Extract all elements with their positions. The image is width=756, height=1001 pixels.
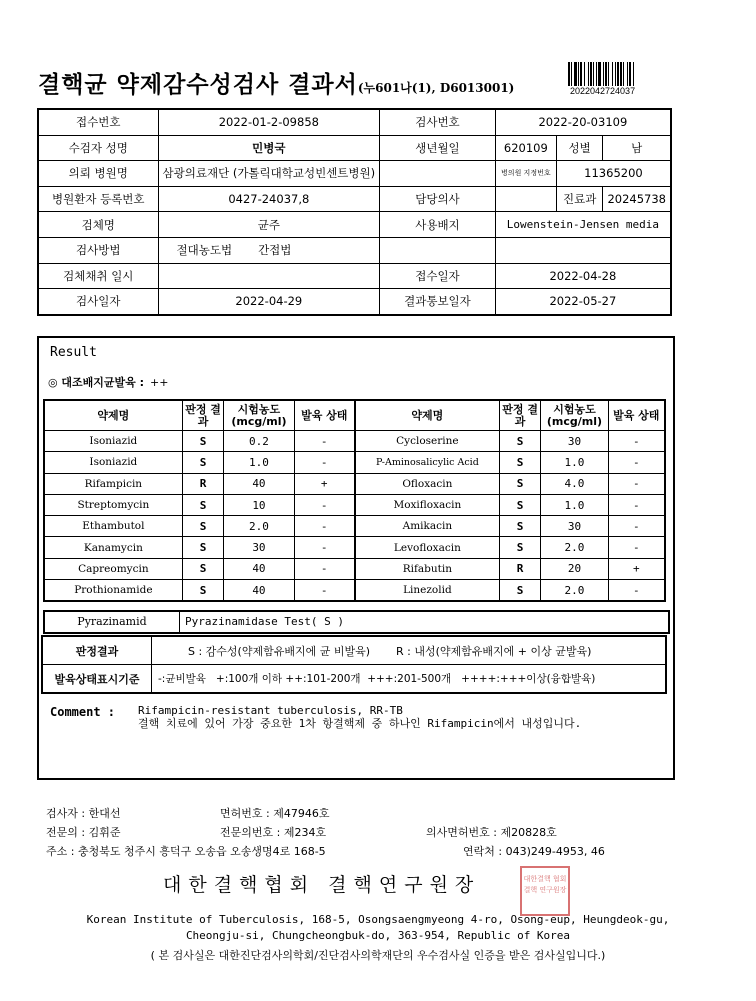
drug-name: Linezolid <box>355 580 499 602</box>
col-header: 발육 상태 <box>294 400 355 431</box>
legend-row <box>42 665 666 694</box>
growth: + <box>294 473 355 494</box>
specialist-no: 전문의번호 : 제234호 <box>220 826 327 839</box>
label-doctor: 담당의사 <box>380 186 496 212</box>
growth: - <box>608 537 665 558</box>
judgement-label: 판정결과 <box>42 636 152 665</box>
col-header: 약제명 <box>44 400 182 431</box>
growth-std-label: 발육상태표시기준 <box>42 665 152 694</box>
table-row <box>44 580 665 602</box>
growth: - <box>608 452 665 473</box>
table-row <box>44 431 665 452</box>
table-row <box>44 494 665 515</box>
concentration: 30 <box>541 516 608 537</box>
sex: 남 <box>603 135 671 161</box>
concentration: 30 <box>224 537 294 558</box>
header-row <box>38 212 671 238</box>
drug-name: Capreomycin <box>44 558 182 579</box>
concentration: 40 <box>224 580 294 602</box>
english-address: Korean Institute of Tuberculosis, 168-5, Osongsaengmyeong 4-ro, Osong-eup, Heungdeok-gu, Cheongju-si, Chungcheongbuk-do, 363-954, Republic of Korea <box>86 913 670 942</box>
pyrazinamid-label: Pyrazinamid <box>45 612 180 632</box>
hospital-code: 11365200 <box>556 161 671 187</box>
certification-note: ( 본 검사실은 대한진단검사의학회/진단검사의학재단의 우수검사실 인증을 받은 검사실입니다.) <box>150 949 606 962</box>
drug-name: Isoniazid <box>44 431 182 452</box>
concentration: 2.0 <box>541 580 608 602</box>
inspector: 검사자 : 한대선 <box>46 807 121 820</box>
judgement: S <box>499 537 541 558</box>
growth: + <box>608 558 665 579</box>
control-growth: ◎ 대조배지균발육 : ++ <box>48 376 169 389</box>
judgement: R <box>182 473 224 494</box>
birthdate: 620109 <box>495 135 556 161</box>
label-test-date: 검사일자 <box>38 289 158 315</box>
growth: - <box>608 494 665 515</box>
title-code: (누601나(1), D6013001) <box>357 81 515 95</box>
label-patient-reg-no: 병원환자 등록번호 <box>38 186 158 212</box>
test-no: 2022-20-03109 <box>495 109 671 135</box>
growth: - <box>294 516 355 537</box>
legend-row <box>42 636 666 665</box>
col-header: 시험농도 (mcg/ml) <box>224 400 294 431</box>
judgement: S <box>499 494 541 515</box>
drug-name: Isoniazid <box>44 452 182 473</box>
report-date: 2022-05-27 <box>495 289 671 315</box>
comment-text: Rifampicin-resistant tuberculosis, RR-TB 결핵 치료에 있어 가장 중요한 1차 항결핵제 중 하나인 Rifampicin에서 내성입니다. <box>138 704 582 730</box>
concentration: 2.0 <box>224 516 294 537</box>
table-row <box>44 473 665 494</box>
drug-name: P-Aminosalicylic Acid <box>355 452 499 473</box>
judgement: S <box>499 580 541 602</box>
header-row <box>38 109 671 135</box>
document-title: 결핵균 약제감수성검사 결과서(누601나(1), D6013001) <box>38 71 515 98</box>
department: 20245738 <box>603 186 671 212</box>
label-medium: 사용배지 <box>380 212 496 238</box>
concentration: 40 <box>224 558 294 579</box>
header-row <box>38 263 671 289</box>
drug-name: Prothionamide <box>44 580 182 602</box>
label-receipt-no: 접수번호 <box>38 109 158 135</box>
label-specimen: 검체명 <box>38 212 158 238</box>
concentration: 40 <box>224 473 294 494</box>
receipt-date: 2022-04-28 <box>495 263 671 289</box>
label-test-no: 검사번호 <box>380 109 496 135</box>
concentration: 1.0 <box>224 452 294 473</box>
control-growth-value: ++ <box>150 376 169 389</box>
concentration: 1.0 <box>541 494 608 515</box>
drug-table-header <box>44 400 665 431</box>
drug-table <box>43 399 666 602</box>
col-header: 발육 상태 <box>608 400 665 431</box>
drug-name: Amikacin <box>355 516 499 537</box>
header-row <box>38 161 671 187</box>
specialist: 전문의 : 김휘준 <box>46 826 121 839</box>
judgement: S <box>182 537 224 558</box>
label-department: 진료과 <box>556 186 603 212</box>
table-row <box>44 537 665 558</box>
label-report-date: 결과통보일자 <box>380 289 496 315</box>
growth: - <box>608 516 665 537</box>
judgement: S <box>182 516 224 537</box>
concentration: 20 <box>541 558 608 579</box>
growth: - <box>294 452 355 473</box>
label-hospital: 의뢰 병원명 <box>38 161 158 187</box>
growth: - <box>294 558 355 579</box>
drug-name: Streptomycin <box>44 494 182 515</box>
header-table <box>37 108 672 316</box>
drug-name: Rifampicin <box>44 473 182 494</box>
drug-name: Moxifloxacin <box>355 494 499 515</box>
barcode-number: 2022042724037 <box>570 86 636 96</box>
label-method: 검사방법 <box>38 237 158 263</box>
drug-name: Levofloxacin <box>355 537 499 558</box>
label-receipt-date: 접수일자 <box>380 263 496 289</box>
judgement: S <box>499 431 541 452</box>
col-header: 약제명 <box>355 400 499 431</box>
growth: - <box>608 473 665 494</box>
medium: Lowenstein-Jensen media <box>495 212 671 238</box>
header-row <box>38 237 671 263</box>
growth: - <box>608 431 665 452</box>
judgement: S <box>182 580 224 602</box>
concentration: 0.2 <box>224 431 294 452</box>
table-row <box>44 516 665 537</box>
col-header: 판정 결과 <box>499 400 541 431</box>
pyrazinamid-row <box>43 610 670 634</box>
label-sex: 성별 <box>556 135 603 161</box>
drug-name: Kanamycin <box>44 537 182 558</box>
doctor-license-no: 의사면허번호 : 제20828호 <box>426 826 557 839</box>
growth: - <box>294 431 355 452</box>
header-row <box>38 186 671 212</box>
judgement: S <box>499 452 541 473</box>
label-patient-name: 수검자 성명 <box>38 135 158 161</box>
header-row <box>38 289 671 315</box>
growth-std-text: -:균비발육 +:100개 이하 ++:101-200개 +++:201-500개 ++++:+++이상(융합발육) <box>152 665 667 694</box>
patient-reg-no: 0427-24037,8 <box>158 186 380 212</box>
license-no: 면허번호 : 제47946호 <box>220 807 330 820</box>
judgement: S <box>182 494 224 515</box>
col-header: 시험농도 (mcg/ml) <box>541 400 608 431</box>
result-title: Result <box>50 345 97 360</box>
label-hospital-code: 병의원 지정번호 <box>495 161 556 187</box>
growth: - <box>294 537 355 558</box>
concentration: 4.0 <box>541 473 608 494</box>
judgement: R <box>499 558 541 579</box>
barcode-icon <box>568 62 656 86</box>
seal-stamp-icon: 대한결핵 협회결핵 연구원장 <box>520 866 570 916</box>
specimen: 균주 <box>158 212 380 238</box>
address: 주소 : 충청북도 청주시 흥덕구 오송읍 오송생명4로 168-5 <box>46 845 326 858</box>
col-header: 판정 결과 <box>182 400 224 431</box>
test-date: 2022-04-29 <box>158 289 380 315</box>
concentration: 1.0 <box>541 452 608 473</box>
pyrazinamid-value: Pyrazinamidase Test( S ) <box>185 615 344 628</box>
drug-name: Ofloxacin <box>355 473 499 494</box>
receipt-no: 2022-01-2-09858 <box>158 109 380 135</box>
drug-name: Cycloserine <box>355 431 499 452</box>
concentration: 10 <box>224 494 294 515</box>
drug-name: Rifabutin <box>355 558 499 579</box>
header-row <box>38 135 671 161</box>
organization-name: 대한결핵협회 결핵연구원장 <box>163 874 481 896</box>
contact: 연락처 : 043)249-4953, 46 <box>463 845 605 858</box>
legend-table <box>41 635 667 694</box>
doctor <box>495 186 556 212</box>
growth: - <box>294 494 355 515</box>
table-row <box>44 558 665 579</box>
judgement: S <box>182 452 224 473</box>
growth: - <box>294 580 355 602</box>
empty-cell <box>495 237 671 263</box>
method: 절대농도법 간접법 <box>158 237 380 263</box>
label-collection-date: 검체채취 일시 <box>38 263 158 289</box>
concentration: 2.0 <box>541 537 608 558</box>
judgement-text: S : 감수성(약제함유배지에 균 비발육) R : 내성(약제함유배지에 + 이상 균발육) <box>152 636 667 665</box>
hospital: 삼광의료재단 (가톨릭대학교성빈센트병원) <box>158 161 380 187</box>
judgement: S <box>182 431 224 452</box>
judgement: S <box>499 516 541 537</box>
concentration: 30 <box>541 431 608 452</box>
comment-label: Comment : <box>50 705 116 719</box>
growth: - <box>608 580 665 602</box>
label-birthdate: 생년월일 <box>380 135 496 161</box>
judgement: S <box>182 558 224 579</box>
empty-cell <box>380 237 496 263</box>
drug-name: Ethambutol <box>44 516 182 537</box>
collection-date <box>158 263 380 289</box>
judgement: S <box>499 473 541 494</box>
table-row <box>44 452 665 473</box>
patient-name: 민병국 <box>158 135 380 161</box>
